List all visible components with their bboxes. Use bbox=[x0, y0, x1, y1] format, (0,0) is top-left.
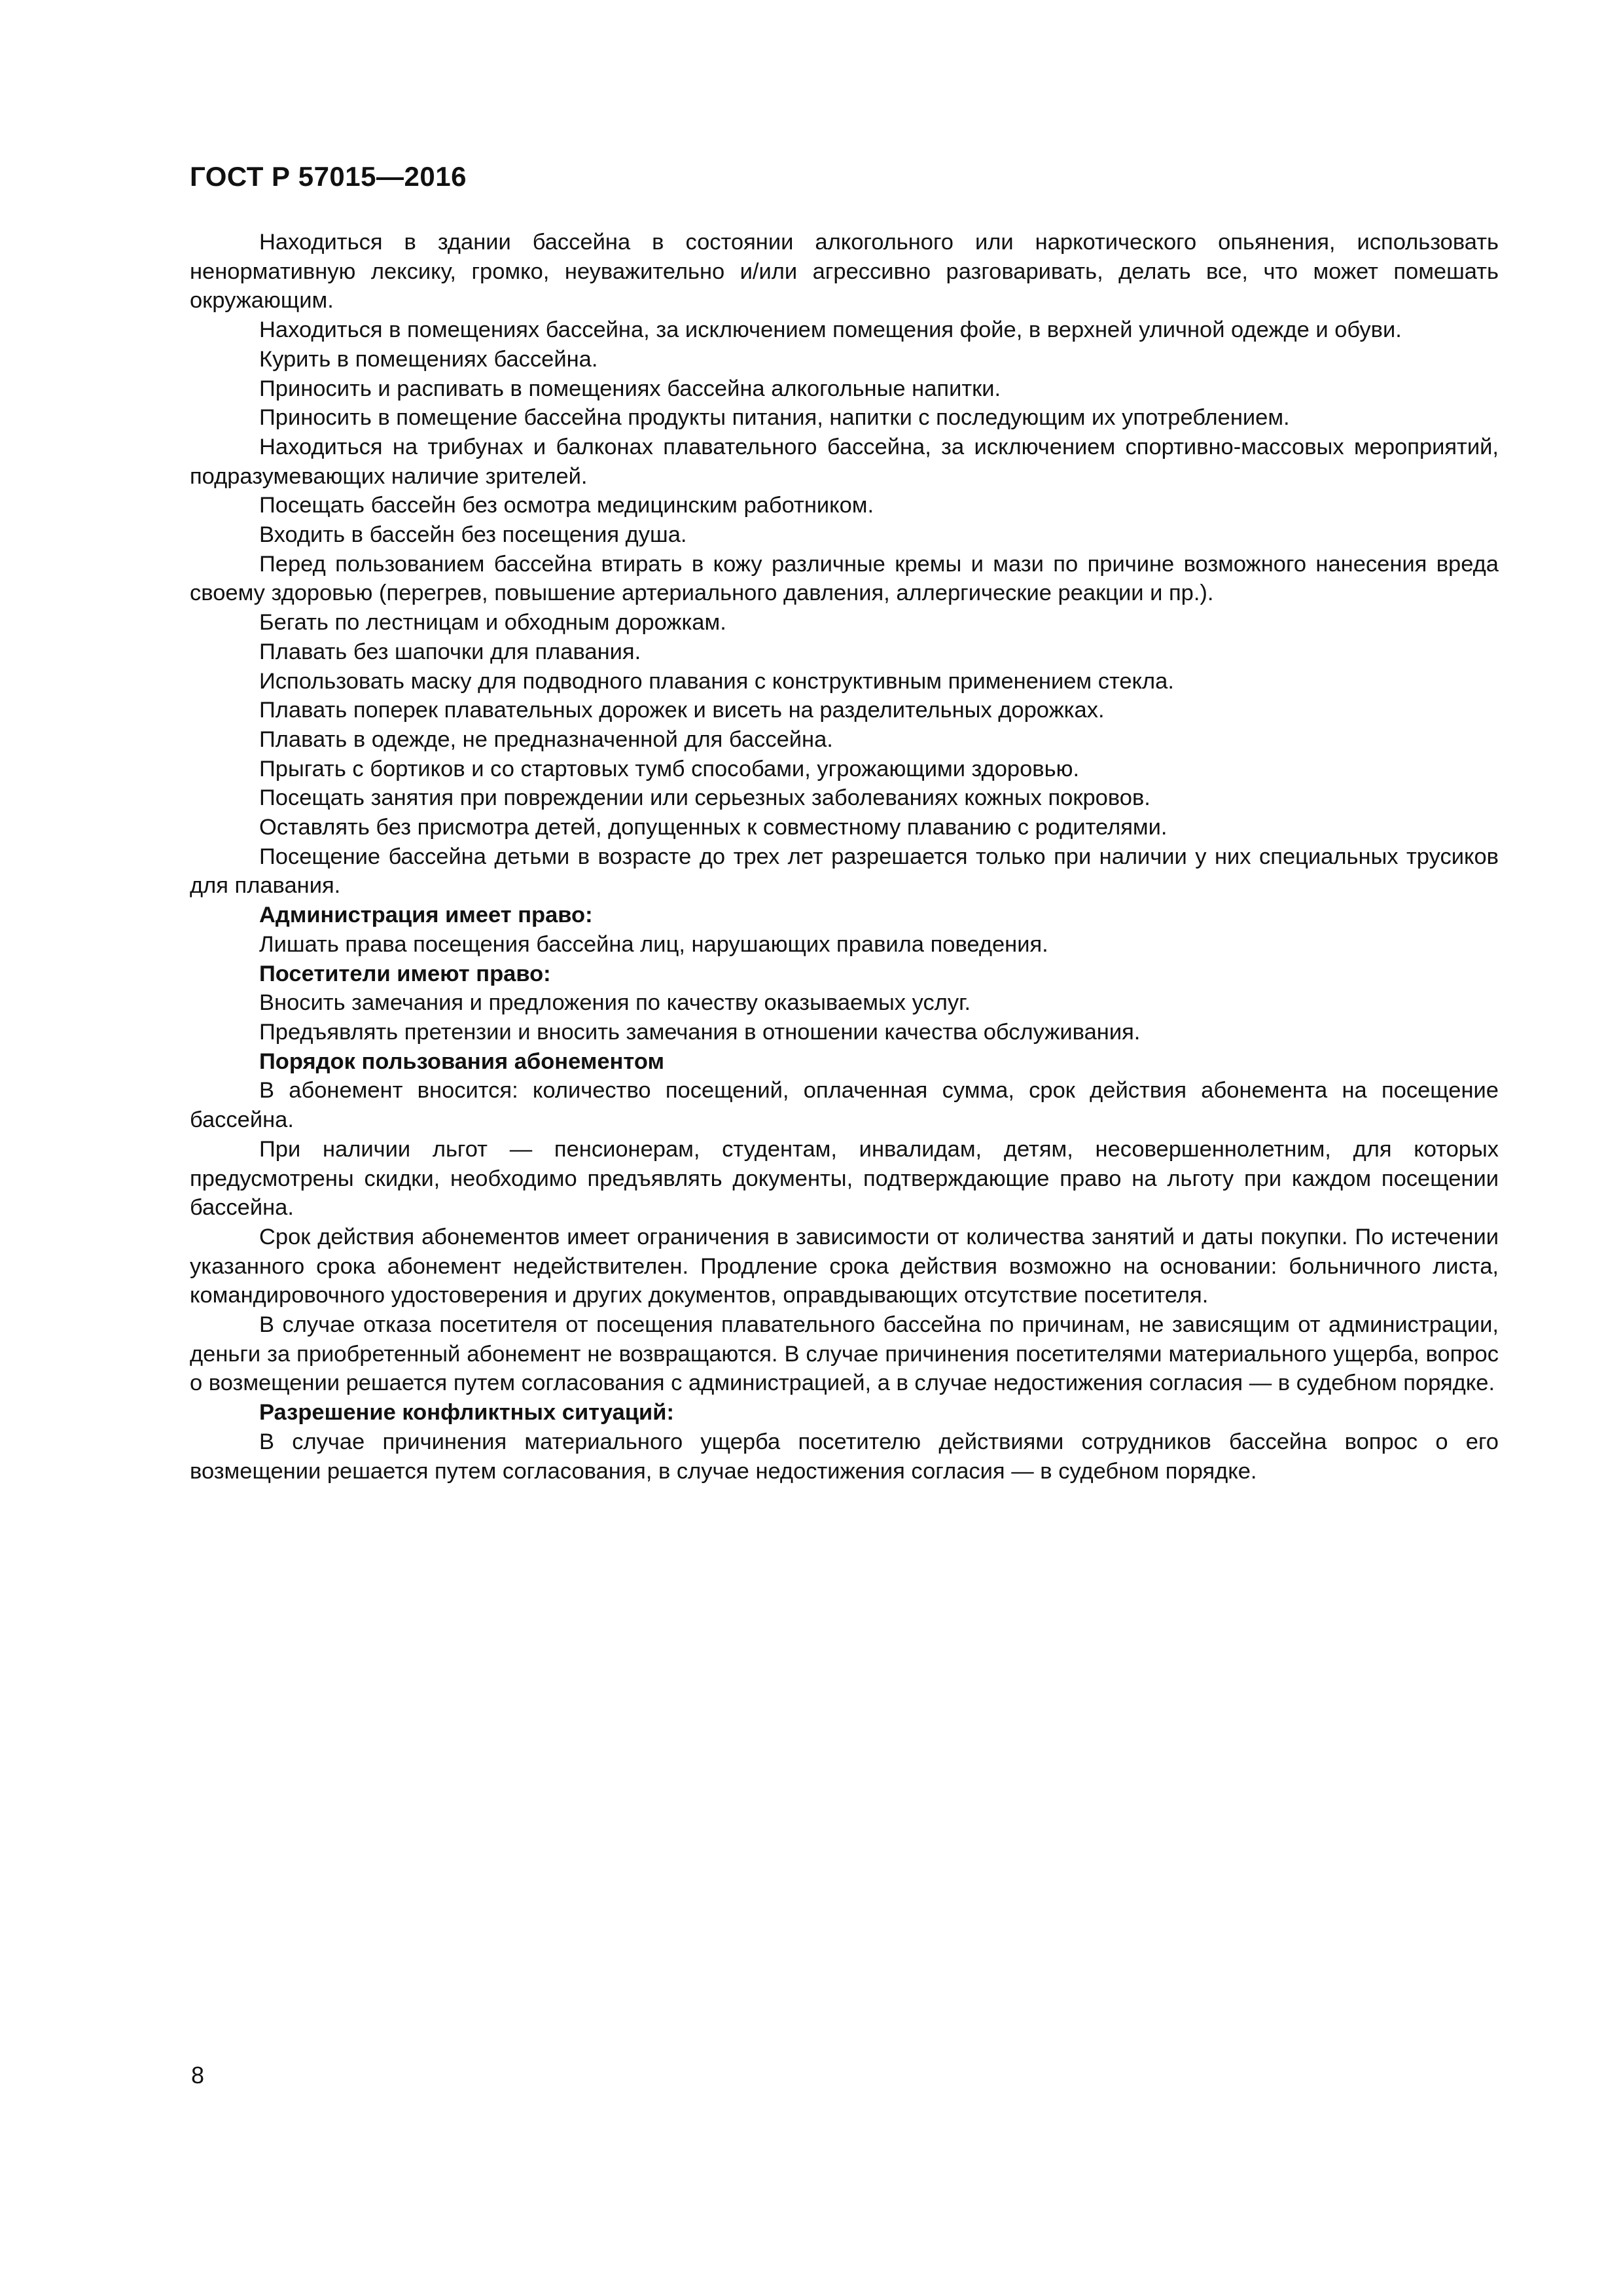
section-heading: Разрешение конфликтных ситуаций: bbox=[259, 1400, 674, 1426]
paragraph: Плавать поперек плавательных дорожек и висеть на разделительных дорожках. bbox=[259, 698, 1105, 723]
page-number: 8 bbox=[191, 2062, 205, 2089]
paragraph: Лишать права посещения бассейна лиц, нарушающих правила поведения. bbox=[259, 931, 1048, 957]
paragraph: Вносить замечания и предложения по качеству оказываемых услуг. bbox=[259, 990, 971, 1016]
document-body bbox=[190, 228, 1499, 1486]
section-heading: Администрация имеет право: bbox=[259, 903, 593, 928]
paragraph: При наличии льгот — пенсионерам, студентам, инвалидам, детям, несовершеннолетним, для которых предусмотрены скидки, необходимо предъявлять документы, подтверждающие право на льготу при каждом посещении бассейна. bbox=[190, 1136, 1499, 1221]
paragraph: Прыгать с бортиков и со стартовых тумб способами, угрожающими здоровью. bbox=[259, 756, 1080, 781]
paragraph: Находиться в помещениях бассейна, за исключением помещения фойе, в верхней уличной одежде и обуви. bbox=[259, 317, 1402, 343]
paragraph: Находиться в здании бассейна в состоянии алкогольного или наркотического опьянения, использовать ненормативную лексику, громко, неуважительно и/или агрессивно разговаривать, делать все, что может помешать окружающим. bbox=[190, 230, 1499, 314]
document-header: ГОСТ Р 57015—2016 bbox=[190, 161, 467, 192]
section-heading: Порядок пользования абонементом bbox=[259, 1049, 664, 1074]
paragraph: Использовать маску для подводного плавания с конструктивным применением стекла. bbox=[259, 668, 1174, 694]
paragraph: Оставлять без присмотра детей, допущенных к совместному плаванию с родителями. bbox=[259, 815, 1168, 840]
paragraph: Плавать без шапочки для плавания. bbox=[259, 639, 641, 664]
section-heading: Посетители имеют право: bbox=[259, 961, 551, 986]
paragraph: Перед пользованием бассейна втирать в кожу различные кремы и мази по причине возможного нанесения вреда своему здоровью (перегрев, повышение артериального давления, аллергические реакции и пр.). bbox=[190, 551, 1499, 606]
paragraph: Посещать занятия при повреждении или серьезных заболеваниях кожных покровов. bbox=[259, 785, 1150, 811]
paragraph: В случае отказа посетителя от посещения плавательного бассейна по причинам, не зависящим от администрации, деньги за приобретенный абонемент не возвращаются. В случае причинения посетителями материального ущерба, вопрос о возмещении решается путем согласования с администрацией, а в случае недостижения согласия — в судебном порядке. bbox=[190, 1312, 1499, 1396]
paragraph: Срок действия абонементов имеет ограничения в зависимости от количества занятий и даты покупки. По истечении указанного срока абонемент недействителен. Продление срока действия возможно на основании: больничного листа, командировочного удостоверения и других документов, оправдывающих отсутствие посетителя. bbox=[190, 1224, 1499, 1308]
paragraph: Курить в помещениях бассейна. bbox=[259, 346, 598, 372]
paragraph: Находиться на трибунах и балконах плавательного бассейна, за исключением спортивно-массовых мероприятий, подразумевающих наличие зрителей. bbox=[190, 434, 1499, 489]
paragraph: Плавать в одежде, не предназначенной для бассейна. bbox=[259, 726, 833, 752]
paragraph: Приносить и распивать в помещениях бассейна алкогольные напитки. bbox=[259, 376, 1001, 401]
paragraph: Входить в бассейн без посещения душа. bbox=[259, 522, 687, 548]
paragraph: Приносить в помещение бассейна продукты питания, напитки с последующим их употреблением. bbox=[259, 405, 1290, 431]
paragraph: В абонемент вносится: количество посещений, оплаченная сумма, срок действия абонемента на посещение бассейна. bbox=[190, 1078, 1499, 1133]
paragraph: В случае причинения материального ущерба посетителю действиями сотрудников бассейна вопрос о его возмещении решается путем согласования, в случае недостижения согласия — в судебном порядке. bbox=[190, 1429, 1499, 1484]
paragraph: Бегать по лестницам и обходным дорожкам. bbox=[259, 610, 726, 636]
paragraph: Предъявлять претензии и вносить замечания в отношении качества обслуживания. bbox=[259, 1019, 1141, 1045]
paragraph: Посещать бассейн без осмотра медицинским работником. bbox=[259, 493, 874, 518]
paragraph: Посещение бассейна детьми в возрасте до трех лет разрешается только при наличии у них специальных трусиков для плавания. bbox=[190, 844, 1499, 899]
